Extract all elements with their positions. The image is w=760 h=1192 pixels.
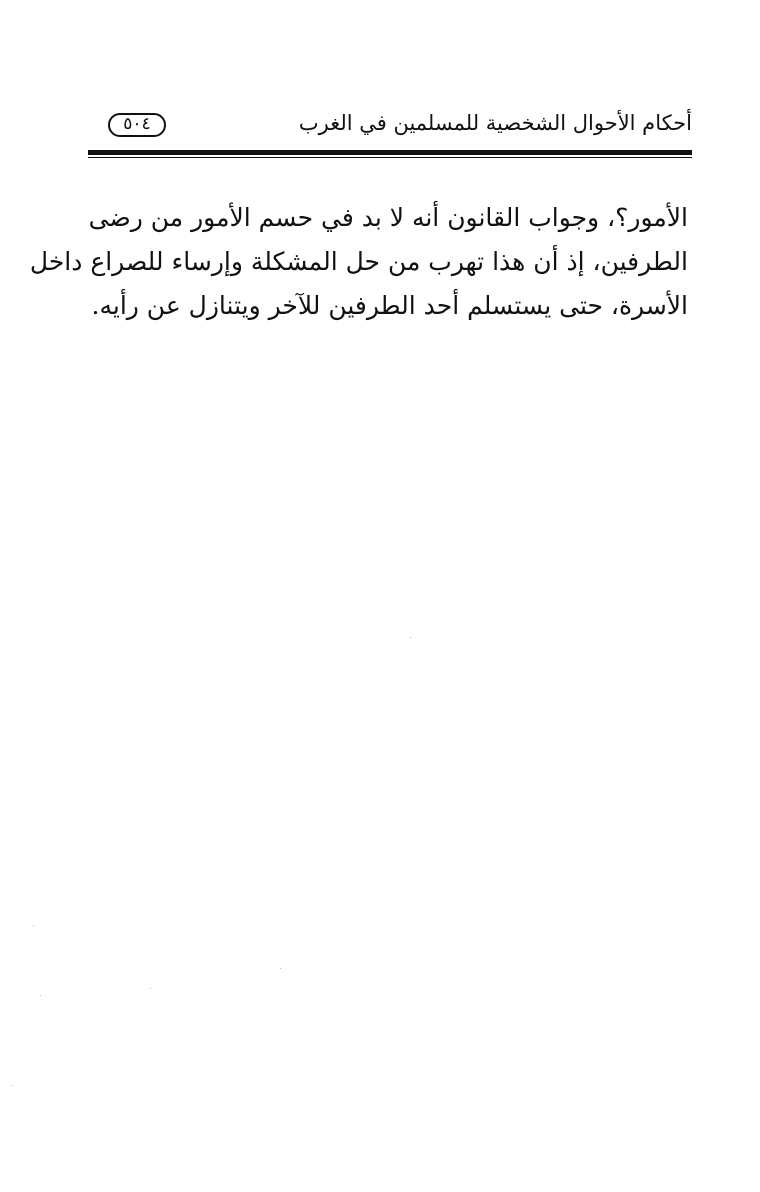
scan-speck	[33, 925, 34, 926]
scan-speck	[40, 995, 41, 996]
body-line: الطرفين، إذ أن هذا تهرب من حل المشكلة وإرساء للصراع داخل	[29, 247, 688, 276]
scan-speck	[410, 637, 411, 638]
running-header	[88, 108, 692, 142]
scan-speck	[12, 1085, 13, 1086]
body-paragraph	[29, 196, 688, 328]
page-number: ٥٠٤	[108, 113, 166, 137]
body-line: الأسرة، حتى يستسلم أحد الطرفين للآخر ويتنازل عن رأيه.	[91, 291, 688, 320]
header-rule-thick	[88, 150, 692, 155]
scan-speck	[280, 968, 281, 969]
scan-speck	[150, 988, 151, 989]
running-header-title: أحكام الأحوال الشخصية للمسلمين في الغرب	[298, 111, 692, 135]
body-line: الأمور؟، وجواب القانون أنه لا بد في حسم الأمور من رضى	[88, 203, 688, 232]
header-rule-thin	[88, 157, 692, 158]
